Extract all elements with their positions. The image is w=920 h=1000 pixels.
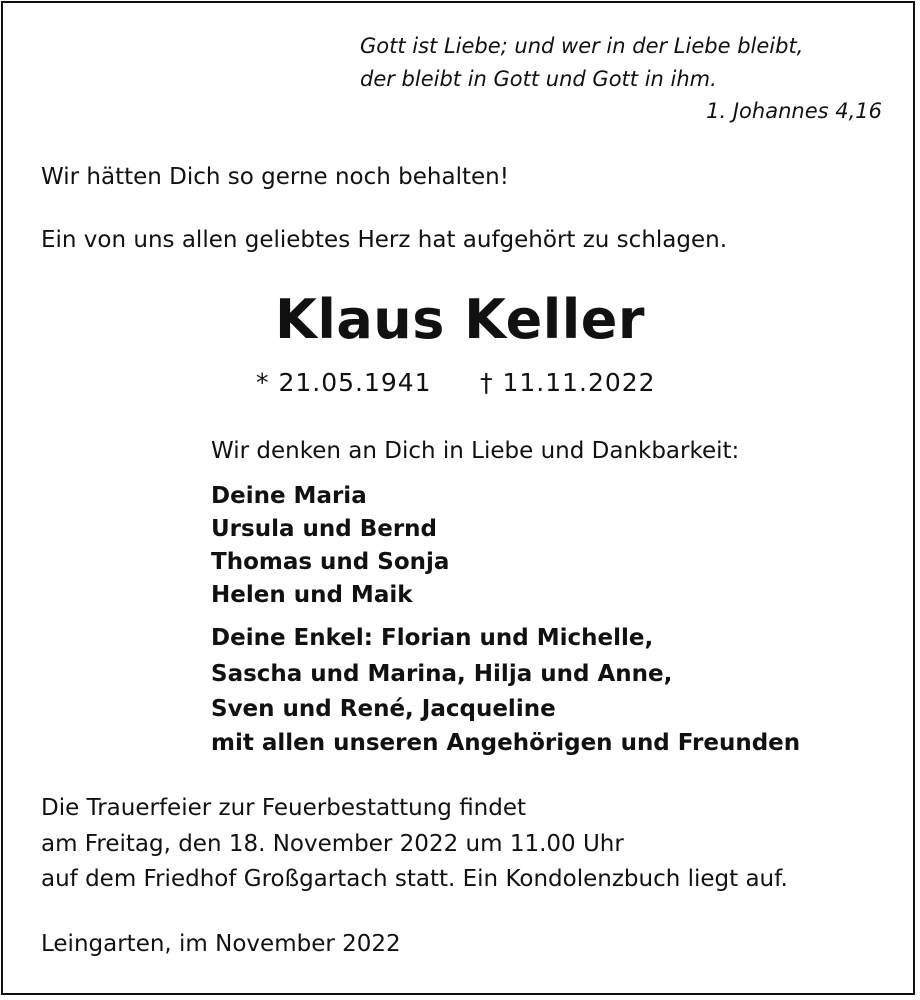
- deceased-name: Klaus Keller: [275, 288, 645, 351]
- intro-line-1: Wir hätten Dich so gerne noch behalten!: [41, 164, 509, 190]
- bible-verse-reference: 1. Johannes 4,16: [706, 99, 882, 123]
- mourner-line: Thomas und Sonja: [211, 549, 450, 575]
- mourners-intro: Wir denken an Dich in Liebe und Dankbarkeit:: [211, 438, 740, 464]
- bible-verse-line-1: Gott ist Liebe; und wer in der Liebe bleibt,: [360, 34, 804, 58]
- grandchildren-line: Sascha und Marina, Hilja und Anne,: [211, 661, 673, 687]
- birth-date: * 21.05.1941: [256, 368, 432, 397]
- funeral-line-1: Die Trauerfeier zur Feuerbestattung findet: [41, 795, 527, 821]
- mourner-line: Ursula und Bernd: [211, 516, 438, 542]
- intro-line-2: Ein von uns allen geliebtes Herz hat aufgehört zu schlagen.: [41, 227, 728, 253]
- mourner-line: Deine Maria: [211, 483, 367, 509]
- grandchildren-line: Deine Enkel: Florian und Michelle,: [211, 625, 654, 651]
- mourner-line: Helen und Maik: [211, 582, 413, 608]
- funeral-line-3: auf dem Friedhof Großgartach statt. Ein Kondolenzbuch liegt auf.: [41, 866, 788, 892]
- grandchildren-line: Sven und René, Jacqueline: [211, 696, 556, 722]
- bible-verse-line-2: der bleibt in Gott und Gott in ihm.: [360, 67, 717, 91]
- death-date: † 11.11.2022: [480, 368, 656, 397]
- place-date: Leingarten, im November 2022: [41, 931, 401, 957]
- funeral-line-2: am Freitag, den 18. November 2022 um 11.00 Uhr: [41, 831, 624, 857]
- relatives-line: mit allen unseren Angehörigen und Freunden: [211, 730, 801, 756]
